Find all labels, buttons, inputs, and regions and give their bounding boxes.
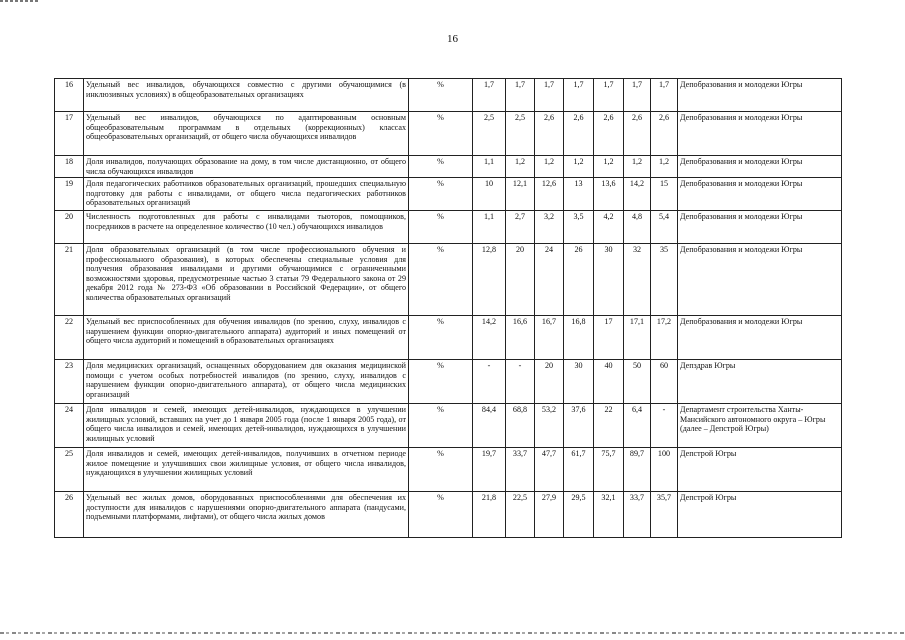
value-cell: 1,7 (535, 79, 564, 112)
value-cell: 1,7 (506, 79, 535, 112)
value-cell: 33,7 (506, 448, 535, 492)
table-row (55, 360, 842, 404)
indicator-name-cell: Удельный вес приспособленных для обучения инвалидов (по зрению, слуху, инвалидов с нарушением функции опорно-двигательного аппарата) аудиторий и иных помещений от общего числа аудиторий и помещений в образовательных организациях (84, 316, 409, 360)
row-number-cell: 17 (55, 112, 84, 156)
table-row (55, 79, 842, 112)
indicator-name-cell: Доля образовательных организаций (в том числе профессионального обучения и профессионального образования), в которых обеспечены специальные условия для получения образования инвалидами и другими обучающимися с ограниченными возможностями здоровья, предусмотренные частью 3 статьи 79 Федерального закона от 29 декабря 2012 года № 273-ФЗ «Об образовании в Российской Федерации», от общего количества образовательных организаций (84, 244, 409, 316)
row-number-cell: 19 (55, 178, 84, 211)
value-cell: 26 (564, 244, 594, 316)
row-number-cell: 24 (55, 404, 84, 448)
value-cell: 22 (594, 404, 624, 448)
value-cell: 75,7 (594, 448, 624, 492)
value-cell: 2,6 (535, 112, 564, 156)
responsible-cell: Департамент строительства Ханты-Мансийского автономного округа – Югры (далее – Депстрой Югры) (678, 404, 842, 448)
responsible-cell: Депобразования и молодежи Югры (678, 211, 842, 244)
value-cell: 13,6 (594, 178, 624, 211)
value-cell: 68,8 (506, 404, 535, 448)
value-cell: 32 (624, 244, 651, 316)
table-row (55, 492, 842, 538)
value-cell: 2,6 (594, 112, 624, 156)
value-cell: 20 (535, 360, 564, 404)
indicator-name-cell: Удельный вес инвалидов, обучающихся по адаптированным основным общеобразовательным программам в отдельных (коррекционных) классах общеобразовательных организаций, от общего числа обучающихся инвалидов (84, 112, 409, 156)
value-cell: 1,2 (535, 156, 564, 178)
table-row (55, 316, 842, 360)
table-row (55, 112, 842, 156)
value-cell: 20 (506, 244, 535, 316)
value-cell: 27,9 (535, 492, 564, 538)
value-cell: 16,7 (535, 316, 564, 360)
responsible-cell: Депздрав Югры (678, 360, 842, 404)
unit-cell: % (409, 244, 473, 316)
value-cell: 1,7 (651, 79, 678, 112)
responsible-cell: Депобразования и молодежи Югры (678, 112, 842, 156)
value-cell: 89,7 (624, 448, 651, 492)
value-cell: 1,2 (564, 156, 594, 178)
responsible-cell: Депобразования и молодежи Югры (678, 178, 842, 211)
value-cell: 50 (624, 360, 651, 404)
value-cell: 2,6 (564, 112, 594, 156)
responsible-cell: Депстрой Югры (678, 448, 842, 492)
unit-cell: % (409, 448, 473, 492)
row-number-cell: 16 (55, 79, 84, 112)
value-cell: 2,5 (473, 112, 506, 156)
page-number: 16 (447, 33, 458, 45)
value-cell: 53,2 (535, 404, 564, 448)
value-cell: 1,2 (624, 156, 651, 178)
indicators-table-body (55, 79, 842, 538)
value-cell: 13 (564, 178, 594, 211)
value-cell: 16,6 (506, 316, 535, 360)
value-cell: 5,4 (651, 211, 678, 244)
value-cell: 16,8 (564, 316, 594, 360)
value-cell: 61,7 (564, 448, 594, 492)
value-cell: 2,7 (506, 211, 535, 244)
value-cell: 35,7 (651, 492, 678, 538)
row-number-cell: 21 (55, 244, 84, 316)
value-cell: 33,7 (624, 492, 651, 538)
value-cell: 6,4 (624, 404, 651, 448)
row-number-cell: 20 (55, 211, 84, 244)
table-row (55, 178, 842, 211)
value-cell: 35 (651, 244, 678, 316)
indicator-name-cell: Доля инвалидов и семей, имеющих детей-инвалидов, получивших в отчетном периоде жилое помещение и улучшивших свои жилищные условия, от общего числа инвалидов, нуждающихся в улучшении жилищных условий (84, 448, 409, 492)
unit-cell: % (409, 79, 473, 112)
unit-cell: % (409, 404, 473, 448)
value-cell: 12,6 (535, 178, 564, 211)
value-cell: 1,1 (473, 211, 506, 244)
row-number-cell: 23 (55, 360, 84, 404)
value-cell: 2,5 (506, 112, 535, 156)
value-cell: 10 (473, 178, 506, 211)
value-cell: - (506, 360, 535, 404)
value-cell: 17 (594, 316, 624, 360)
responsible-cell: Депобразования и молодежи Югры (678, 79, 842, 112)
responsible-cell: Депстрой Югры (678, 492, 842, 538)
table-row (55, 244, 842, 316)
table-row (55, 404, 842, 448)
row-number-cell: 25 (55, 448, 84, 492)
unit-cell: % (409, 178, 473, 211)
value-cell: 37,6 (564, 404, 594, 448)
unit-cell: % (409, 112, 473, 156)
value-cell: 24 (535, 244, 564, 316)
value-cell: 1,7 (473, 79, 506, 112)
value-cell: 4,2 (594, 211, 624, 244)
value-cell: 32,1 (594, 492, 624, 538)
value-cell: 12,8 (473, 244, 506, 316)
indicator-name-cell: Доля инвалидов и семей, имеющих детей-инвалидов, нуждающихся в улучшении жилищных условий, вставших на учет до 1 января 2005 года (после 1 января 2005 года), от общего числа инвалидов и семей, имеющих детей-инвалидов, нуждающихся в улучшении жилищных условий (84, 404, 409, 448)
row-number-cell: 22 (55, 316, 84, 360)
row-number-cell: 26 (55, 492, 84, 538)
value-cell: 1,1 (473, 156, 506, 178)
value-cell: 47,7 (535, 448, 564, 492)
value-cell: 60 (651, 360, 678, 404)
value-cell: 19,7 (473, 448, 506, 492)
value-cell: 17,1 (624, 316, 651, 360)
indicators-table (54, 78, 842, 538)
responsible-cell: Депобразования и молодежи Югры (678, 316, 842, 360)
indicator-name-cell: Доля медицинских организаций, оснащенных оборудованием для оказания медицинской помощи с учетом особых потребностей инвалидов (по зрению, слуху, инвалидов с нарушением функции опорно-двигательного аппарата), от общего числа медицинских организаций (84, 360, 409, 404)
indicator-name-cell: Удельный вес жилых домов, оборудованных приспособлениями для обеспечения их доступности для инвалидов с нарушениями опорно-двигательного аппарата (пандусами, подъемными платформами, лифтами), от общего числа жилых домов (84, 492, 409, 538)
value-cell: 3,5 (564, 211, 594, 244)
value-cell: 30 (564, 360, 594, 404)
responsible-cell: Депобразования и молодежи Югры (678, 156, 842, 178)
value-cell: 30 (594, 244, 624, 316)
unit-cell: % (409, 156, 473, 178)
value-cell: 17,2 (651, 316, 678, 360)
unit-cell: % (409, 360, 473, 404)
value-cell: 4,8 (624, 211, 651, 244)
table-row (55, 448, 842, 492)
value-cell: 21,8 (473, 492, 506, 538)
table-row (55, 156, 842, 178)
value-cell: 40 (594, 360, 624, 404)
indicator-name-cell: Доля педагогических работников образовательных организаций, прошедших специальную подготовку для работы с инвалидами, от общего числа педагогических работников образовательных организаций (84, 178, 409, 211)
indicator-name-cell: Доля инвалидов, получающих образование на дому, в том числе дистанционно, от общего числа обучающихся инвалидов (84, 156, 409, 178)
value-cell: 1,2 (506, 156, 535, 178)
value-cell: 100 (651, 448, 678, 492)
value-cell: 3,2 (535, 211, 564, 244)
scan-edge-bottom (0, 632, 905, 634)
unit-cell: % (409, 492, 473, 538)
row-number-cell: 18 (55, 156, 84, 178)
indicator-name-cell: Удельный вес инвалидов, обучающихся совместно с другими обучающимися (в инклюзивных условиях) в общеобразовательных организациях (84, 79, 409, 112)
indicator-name-cell: Численность подготовленных для работы с инвалидами тьюторов, помощников, посредников в расчете на определенное количество (10 чел.) обучающихся инвалидов (84, 211, 409, 244)
value-cell: 2,6 (651, 112, 678, 156)
scan-edge-top (0, 0, 40, 2)
value-cell: - (651, 404, 678, 448)
value-cell: 84,4 (473, 404, 506, 448)
unit-cell: % (409, 211, 473, 244)
value-cell: 2,6 (624, 112, 651, 156)
value-cell: 1,2 (594, 156, 624, 178)
value-cell: - (473, 360, 506, 404)
value-cell: 22,5 (506, 492, 535, 538)
value-cell: 1,2 (651, 156, 678, 178)
table-row (55, 211, 842, 244)
value-cell: 12,1 (506, 178, 535, 211)
value-cell: 1,7 (624, 79, 651, 112)
responsible-cell: Депобразования и молодежи Югры (678, 244, 842, 316)
unit-cell: % (409, 316, 473, 360)
value-cell: 1,7 (564, 79, 594, 112)
value-cell: 14,2 (473, 316, 506, 360)
value-cell: 15 (651, 178, 678, 211)
value-cell: 14,2 (624, 178, 651, 211)
value-cell: 1,7 (594, 79, 624, 112)
value-cell: 29,5 (564, 492, 594, 538)
